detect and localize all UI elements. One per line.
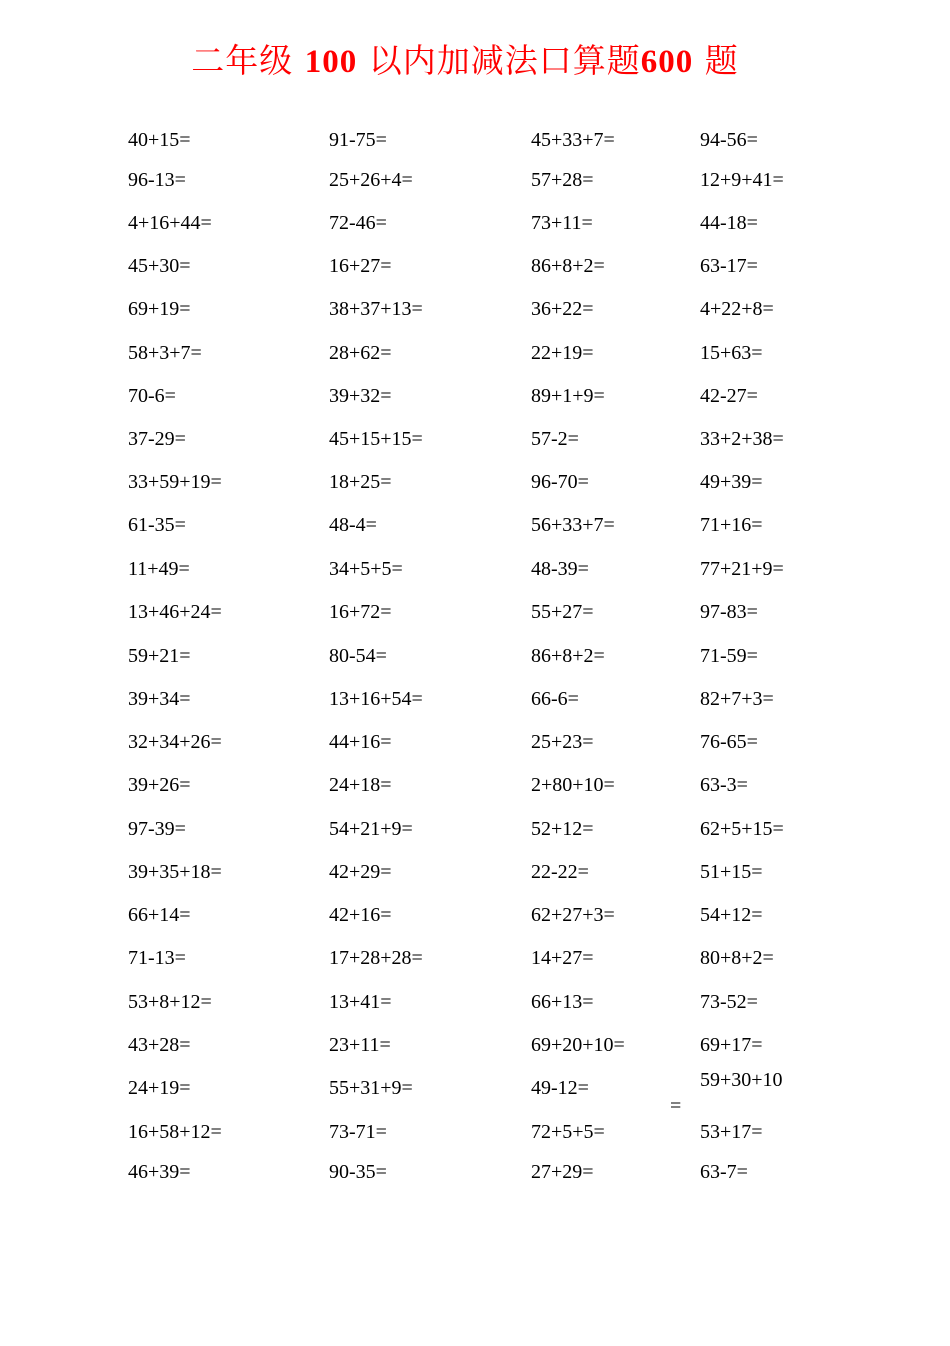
problem-item: 73-71=	[329, 1121, 387, 1143]
problem-item: 59+21=	[128, 645, 191, 667]
problem-item: 66-6=	[531, 688, 579, 710]
problem-item: 16+27=	[329, 255, 392, 277]
problem-item: 39+26=	[128, 774, 191, 796]
problem-item: 48-4=	[329, 514, 377, 536]
problem-item: 91-75=	[329, 129, 387, 151]
problem-item: 45+33+7=	[531, 129, 615, 151]
problem-item: 62+27+3=	[531, 904, 615, 926]
problem-item: 52+12=	[531, 818, 594, 840]
problem-item: 33+59+19=	[128, 471, 222, 493]
problem-item: 36+22=	[531, 298, 594, 320]
problem-item: 73+11=	[531, 212, 593, 234]
problem-item: 39+34=	[128, 688, 191, 710]
problem-item: 42+16=	[329, 904, 392, 926]
problem-item: 48-39=	[531, 558, 589, 580]
problem-item: 82+7+3=	[700, 688, 774, 710]
problem-item: 53+17=	[700, 1121, 763, 1143]
problem-item: 96-70=	[531, 471, 589, 493]
problem-item: 2+80+10=	[531, 774, 615, 796]
problem-item: 16+72=	[329, 601, 392, 623]
wrapped-equals-sign: =	[670, 1095, 682, 1117]
problem-item: 72+5+5=	[531, 1121, 605, 1143]
problem-item: 40+15=	[128, 129, 191, 151]
problem-item: 77+21+9=	[700, 558, 784, 580]
problem-item: 69+20+10=	[531, 1034, 625, 1056]
problem-item: 96-13=	[128, 169, 186, 191]
problem-item: 61-35=	[128, 514, 186, 536]
problem-item: 34+5+5=	[329, 558, 403, 580]
problem-item: 80+8+2=	[700, 947, 774, 969]
title-number-600: 600	[640, 44, 694, 80]
problem-item: 54+12=	[700, 904, 763, 926]
problem-item: 45+30=	[128, 255, 191, 277]
problem-item: 57-2=	[531, 428, 579, 450]
problem-item: 86+8+2=	[531, 255, 605, 277]
problem-item: 55+31+9=	[329, 1077, 413, 1099]
title-part3: 题	[704, 41, 739, 80]
problem-item: 80-54=	[329, 645, 387, 667]
problem-item: 97-83=	[700, 601, 758, 623]
problem-item: 72-46=	[329, 212, 387, 234]
problem-item: 18+25=	[329, 471, 392, 493]
problem-item: 42-27=	[700, 385, 758, 407]
problem-item: 94-56=	[700, 129, 758, 151]
problem-item: 59+30+10	[700, 1069, 783, 1091]
problem-item: 11+49=	[128, 558, 190, 580]
problem-item: 71-13=	[128, 947, 186, 969]
problem-item: 89+1+9=	[531, 385, 605, 407]
problem-item: 24+19=	[128, 1077, 191, 1099]
problem-item: 51+15=	[700, 861, 763, 883]
problem-item: 27+29=	[531, 1161, 594, 1183]
problem-item: 70-6=	[128, 385, 176, 407]
title-part2: 以内加减法口算题	[368, 41, 641, 80]
problem-item: 66+14=	[128, 904, 191, 926]
problem-item: 16+58+12=	[128, 1121, 222, 1143]
problem-item: 23+11=	[329, 1034, 391, 1056]
problem-item: 86+8+2=	[531, 645, 605, 667]
problem-item: 37-29=	[128, 428, 186, 450]
problem-item: 58+3+7=	[128, 342, 202, 364]
problem-item: 39+32=	[329, 385, 392, 407]
problem-item: 49+39=	[700, 471, 763, 493]
problem-item: 39+35+18=	[128, 861, 222, 883]
problem-item: 4+16+44=	[128, 212, 212, 234]
problem-item: 42+29=	[329, 861, 392, 883]
problem-item: 33+2+38=	[700, 428, 784, 450]
problem-item: 13+16+54=	[329, 688, 423, 710]
problem-item: 69+17=	[700, 1034, 763, 1056]
title-part1: 二年级	[191, 41, 294, 80]
problem-item: 46+39=	[128, 1161, 191, 1183]
problem-item: 53+8+12=	[128, 991, 212, 1013]
problem-item: 57+28=	[531, 169, 594, 191]
title-number-100: 100	[304, 44, 358, 80]
problem-item: 63-7=	[700, 1161, 748, 1183]
problem-item: 45+15+15=	[329, 428, 423, 450]
problem-item: 14+27=	[531, 947, 594, 969]
problem-item: 56+33+7=	[531, 514, 615, 536]
problem-item: 49-12=	[531, 1077, 589, 1099]
problem-item: 17+28+28=	[329, 947, 423, 969]
problem-item: 25+26+4=	[329, 169, 413, 191]
problem-item: 66+13=	[531, 991, 594, 1013]
problem-item: 44+16=	[329, 731, 392, 753]
problem-item: 76-65=	[700, 731, 758, 753]
problem-item: 63-3=	[700, 774, 748, 796]
problem-item: 32+34+26=	[128, 731, 222, 753]
problem-item: 25+23=	[531, 731, 594, 753]
problem-item: 13+41=	[329, 991, 392, 1013]
problem-item: 97-39=	[128, 818, 186, 840]
problem-item: 63-17=	[700, 255, 758, 277]
problem-item: 43+28=	[128, 1034, 191, 1056]
problem-item: 90-35=	[329, 1161, 387, 1183]
problem-item: 22+19=	[531, 342, 594, 364]
problem-item: 71+16=	[700, 514, 763, 536]
problem-item: 12+9+41=	[700, 169, 784, 191]
problem-item: 44-18=	[700, 212, 758, 234]
problem-item: 73-52=	[700, 991, 758, 1013]
problem-item: 24+18=	[329, 774, 392, 796]
problem-item: 71-59=	[700, 645, 758, 667]
problem-item: 15+63=	[700, 342, 763, 364]
problem-item: 4+22+8=	[700, 298, 774, 320]
problem-item: 54+21+9=	[329, 818, 413, 840]
problem-item: 13+46+24=	[128, 601, 222, 623]
problem-item: 28+62=	[329, 342, 392, 364]
problem-item: 69+19=	[128, 298, 191, 320]
problem-item: 22-22=	[531, 861, 589, 883]
problem-item: 62+5+15=	[700, 818, 784, 840]
problem-item: 55+27=	[531, 601, 594, 623]
problem-item: 38+37+13=	[329, 298, 423, 320]
